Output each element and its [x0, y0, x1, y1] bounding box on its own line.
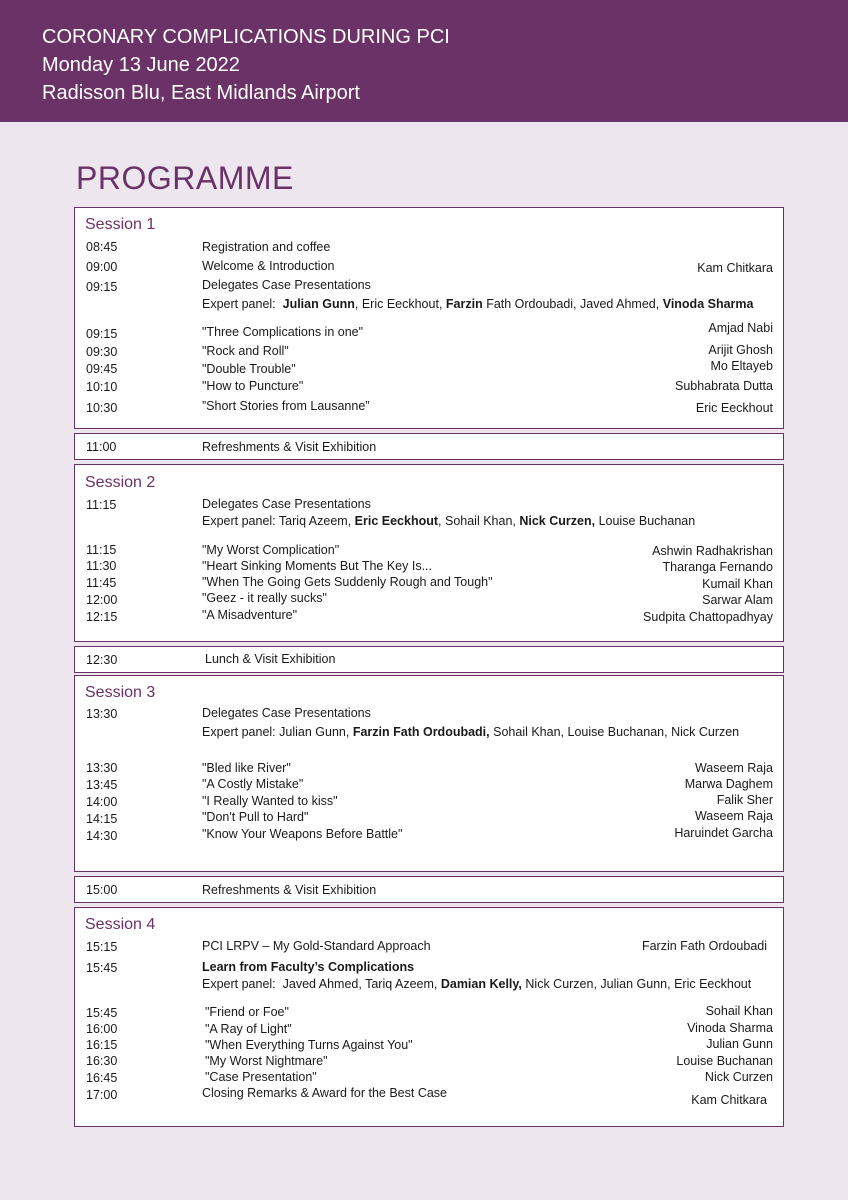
- row-event: "A Costly Mistake": [202, 777, 304, 791]
- panel-name: Farzin Fath Ordoubadi,: [352, 725, 490, 739]
- row-time: 15:15: [86, 940, 118, 954]
- expert-panel: Expert panel: Julian Gunn, Eric Eeckhout, Farzin Fath Ordoubadi, Javed Ahmed, Vinoda Sharma: [202, 297, 754, 311]
- row-speaker: Eric Eeckhout: [695, 401, 773, 415]
- row-event: "Heart Sinking Moments But The Key Is...: [202, 559, 432, 573]
- row-event: Welcome & Introduction: [202, 259, 335, 273]
- break-refreshments: [74, 433, 784, 460]
- row-time: 11:15: [86, 498, 117, 512]
- panel-name: Javed Ahmed: [282, 977, 359, 991]
- panel-name: Nick Curzen,: [519, 514, 596, 528]
- panel-name: Nick Curzen: [671, 725, 740, 739]
- panel-name: Damian Kelly,: [440, 977, 522, 991]
- session-title: Session 2: [85, 474, 156, 491]
- page-title: PROGRAMME: [76, 160, 294, 196]
- panel-name: Eric Eeckhout: [674, 977, 752, 991]
- row-time: 14:00: [86, 795, 118, 809]
- row-event: Learn from Faculty’s Complications: [202, 960, 415, 974]
- row-speaker: Kumail Khan: [702, 577, 773, 591]
- session-title: Session 3: [85, 684, 156, 701]
- row-event: Lunch & Visit Exhibition: [205, 652, 336, 666]
- panel-name: Nick Curzen: [525, 977, 594, 991]
- row-speaker: Julian Gunn: [706, 1037, 773, 1051]
- row-time: 14:30: [86, 829, 118, 843]
- expert-panel: Expert panel: Tariq Azeem, Eric Eeckhout, Sohail Khan, Nick Curzen, Louise Buchanan: [202, 514, 696, 528]
- row-speaker: Sohail Khan: [705, 1004, 773, 1018]
- row-speaker: Nick Curzen: [704, 1070, 773, 1084]
- panel-name: Vinoda Sharma: [662, 297, 754, 311]
- row-time: 13:45: [86, 778, 118, 792]
- row-time: 09:45: [86, 362, 118, 376]
- row-event: ”Short Stories from Lausanne”: [202, 399, 370, 413]
- panel-name: Louise Buchanan: [567, 725, 665, 739]
- row-event: "When Everything Turns Against You": [205, 1038, 413, 1052]
- panel-name: Julian Gunn: [282, 297, 355, 311]
- row-time: 16:30: [86, 1054, 118, 1068]
- row-event: "Don't Pull to Hard": [202, 810, 309, 824]
- row-time: 16:00: [86, 1022, 118, 1036]
- row-event: "Case Presentation": [205, 1070, 317, 1084]
- row-time: 13:30: [86, 761, 118, 775]
- session-4: [74, 907, 784, 1127]
- session-1: [74, 207, 784, 429]
- session-2: [74, 464, 784, 642]
- row-time: 16:45: [86, 1071, 118, 1085]
- panel-name: Javed Ahmed: [580, 297, 656, 311]
- row-speaker: Kam Chitkara: [697, 261, 773, 275]
- panel-name: Eric Eeckhout: [354, 514, 439, 528]
- row-speaker: Subhabrata Dutta: [675, 379, 773, 393]
- row-time: 12:15: [86, 610, 118, 624]
- row-time: 10:30: [86, 401, 118, 415]
- row-time: 12:00: [86, 593, 118, 607]
- row-event: Closing Remarks & Award for the Best Case: [202, 1086, 448, 1100]
- row-event: Delegates Case Presentations: [202, 278, 371, 292]
- row-speaker: Kam Chitkara: [691, 1093, 767, 1107]
- panel-name: Louise Buchanan: [598, 514, 696, 528]
- row-event: Refreshments & Visit Exhibition: [202, 883, 377, 897]
- row-event: "Friend or Foe": [205, 1005, 289, 1019]
- row-time: 14:15: [86, 812, 118, 826]
- session-title: Session 4: [85, 916, 156, 933]
- row-event: Refreshments & Visit Exhibition: [202, 440, 377, 454]
- row-time: 15:45: [86, 961, 118, 975]
- row-event: Delegates Case Presentations: [202, 706, 371, 720]
- row-event: "Three Complications in one": [202, 325, 364, 339]
- row-event: "Rock and Roll": [202, 344, 289, 358]
- session-3: [74, 675, 784, 872]
- row-event: PCI LRPV – My Gold-Standard Approach: [202, 939, 431, 953]
- session-title: Session 1: [85, 216, 156, 233]
- row-speaker: Sudpita Chattopadhyay: [643, 610, 773, 624]
- row-speaker: Tharanga Fernando: [662, 560, 773, 574]
- row-time: 11:30: [86, 559, 117, 573]
- panel-name: Sohail Khan: [444, 514, 513, 528]
- row-time: 15:00: [86, 883, 118, 897]
- break-lunch: [74, 646, 784, 673]
- panel-name: Julian Gunn: [279, 725, 346, 739]
- panel-label: Expert panel:: [202, 725, 276, 739]
- panel-name: Eric Eeckhout: [361, 297, 439, 311]
- row-time: 09:30: [86, 345, 118, 359]
- event-venue: Radisson Blu, East Midlands Airport: [42, 82, 360, 104]
- row-event: "My Worst Complication": [202, 543, 340, 557]
- break-refreshments: [74, 876, 784, 903]
- panel-name: Tariq Azeem: [365, 977, 434, 991]
- row-time: 17:00: [86, 1088, 118, 1102]
- row-speaker: Mo Eltayeb: [710, 359, 773, 373]
- row-event: Registration and coffee: [202, 240, 331, 254]
- row-event: "When The Going Gets Suddenly Rough and Tough": [202, 575, 493, 589]
- row-event: "Double Trouble": [202, 362, 296, 376]
- row-speaker: Amjad Nabi: [708, 321, 773, 335]
- row-event: "I Really Wanted to kiss": [202, 794, 338, 808]
- row-event: "How to Puncture": [202, 379, 304, 393]
- panel-name: Fath Ordoubadi: [486, 297, 574, 311]
- panel-name: Farzin: [445, 297, 483, 311]
- event-title: CORONARY COMPLICATIONS DURING PCI: [42, 26, 450, 48]
- row-time: 11:45: [86, 576, 117, 590]
- event-date: Monday 13 June 2022: [42, 54, 240, 76]
- row-speaker: Vinoda Sharma: [687, 1021, 773, 1035]
- row-speaker: Sarwar Alam: [702, 593, 773, 607]
- row-time: 11:15: [86, 543, 117, 557]
- row-speaker: Marwa Daghem: [684, 777, 773, 791]
- row-time: 11:00: [86, 440, 117, 454]
- expert-panel: Expert panel: Julian Gunn, Farzin Fath Ordoubadi, Sohail Khan, Louise Buchanan, Nick Curzen: [202, 725, 740, 739]
- row-time: 09:00: [86, 260, 118, 274]
- row-speaker: Falik Sher: [716, 793, 773, 807]
- row-speaker: Arijit Ghosh: [708, 343, 773, 357]
- row-time: 16:15: [86, 1038, 118, 1052]
- row-time: 10:10: [86, 380, 118, 394]
- panel-label: Expert panel:: [202, 297, 276, 311]
- row-speaker: Louise Buchanan: [676, 1054, 773, 1068]
- panel-name: Julian Gunn: [600, 977, 668, 991]
- row-speaker: Haruindet Garcha: [674, 826, 773, 840]
- row-event: "Geez - it really sucks": [202, 591, 327, 605]
- expert-panel: Expert panel: Javed Ahmed, Tariq Azeem, Damian Kelly, Nick Curzen, Julian Gunn, Eric Eeckhout: [202, 977, 752, 991]
- row-time: 09:15: [86, 280, 118, 294]
- header-banner: [0, 0, 848, 122]
- row-speaker: Farzin Fath Ordoubadi: [641, 939, 767, 953]
- panel-label: Expert panel:: [202, 514, 276, 528]
- row-event: "Know Your Weapons Before Battle": [202, 827, 403, 841]
- panel-label: Expert panel:: [202, 977, 276, 991]
- row-event: "My Worst Nightmare": [205, 1054, 328, 1068]
- row-time: 09:15: [86, 327, 118, 341]
- row-time: 12:30: [86, 653, 118, 667]
- row-event: "A Misadventure": [202, 608, 298, 622]
- row-speaker: Ashwin Radhakrishan: [652, 544, 773, 558]
- row-event: "Bled like River": [202, 761, 291, 775]
- row-event: "A Ray of Light": [205, 1022, 292, 1036]
- row-speaker: Waseem Raja: [694, 761, 773, 775]
- panel-name: Tariq Azeem: [278, 514, 348, 528]
- row-event: Delegates Case Presentations: [202, 497, 371, 511]
- panel-name: Sohail Khan: [493, 725, 561, 739]
- row-time: 15:45: [86, 1006, 118, 1020]
- row-time: 13:30: [86, 707, 118, 721]
- row-speaker: Waseem Raja: [694, 809, 773, 823]
- row-time: 08:45: [86, 240, 118, 254]
